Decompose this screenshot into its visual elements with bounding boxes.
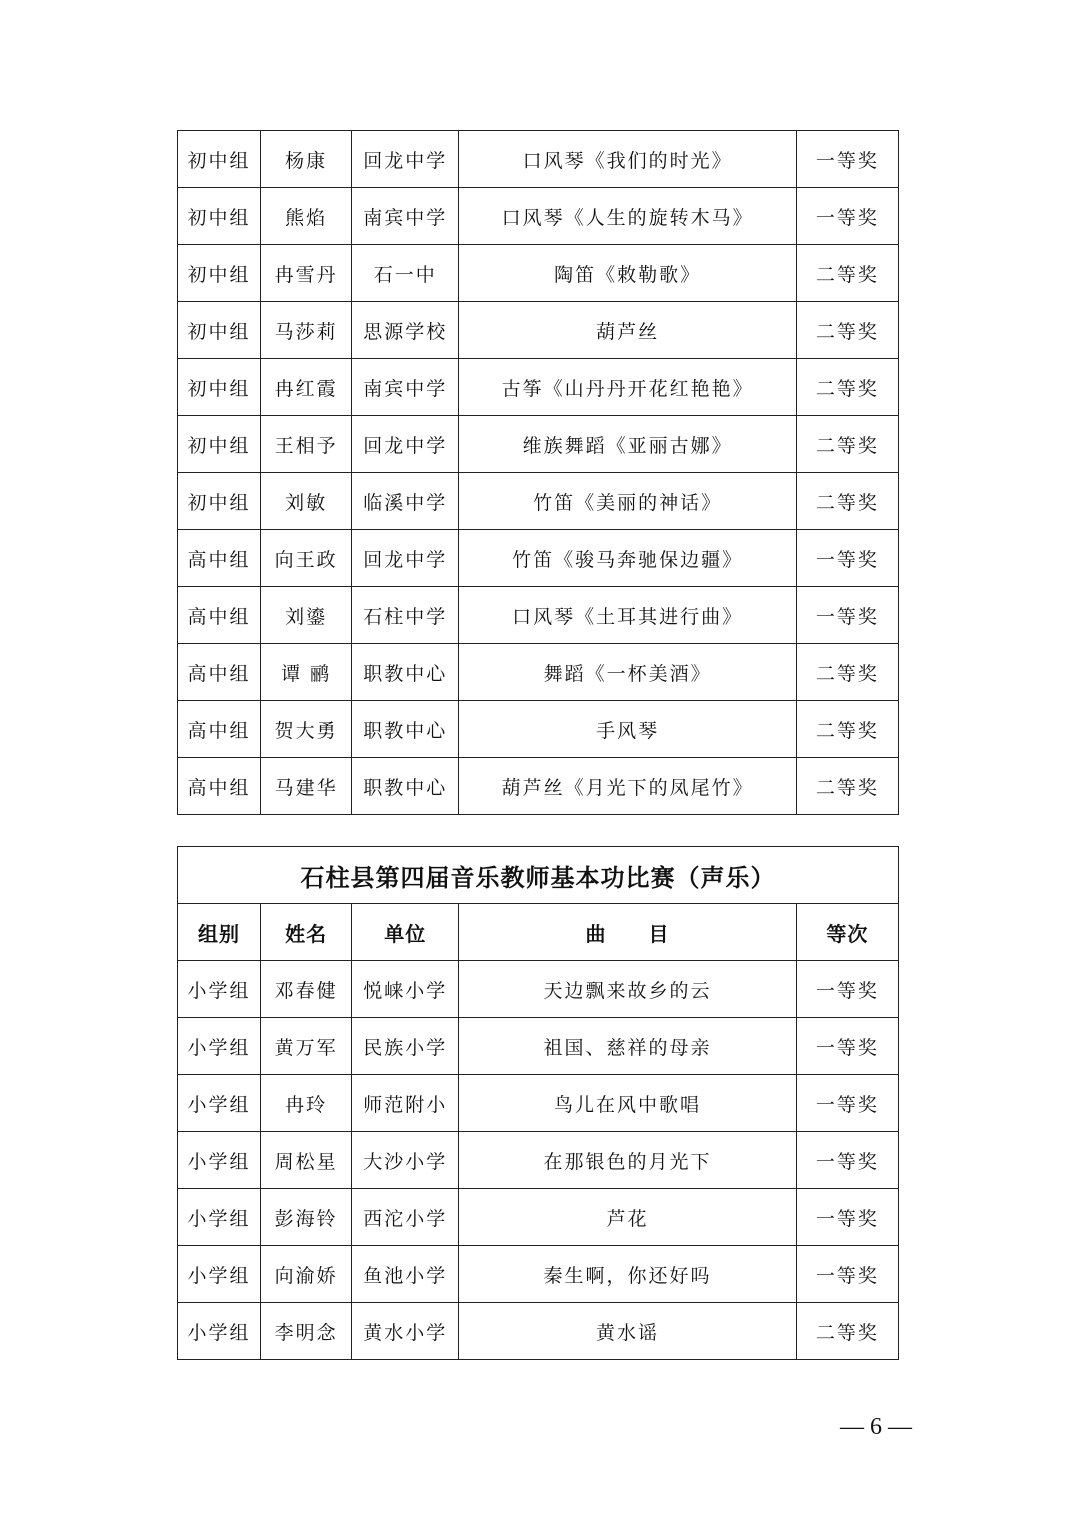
piece-cell: 芦花 (459, 1189, 796, 1246)
header-piece: 曲 目 (459, 904, 796, 961)
piece-cell: 舞蹈《一杯美酒》 (459, 644, 796, 701)
group-cell: 小学组 (178, 961, 261, 1018)
unit-cell: 大沙小学 (352, 1132, 459, 1189)
table-row (178, 1189, 899, 1246)
piece-cell: 葫芦丝《月光下的凤尾竹》 (459, 758, 796, 815)
award-cell: 一等奖 (796, 188, 898, 245)
header-award: 等次 (796, 904, 898, 961)
piece-cell: 口风琴《我们的时光》 (459, 131, 796, 188)
table-row (178, 758, 899, 815)
award-cell: 一等奖 (796, 530, 898, 587)
unit-cell: 职教中心 (352, 701, 459, 758)
name-cell: 向渝娇 (261, 1246, 352, 1303)
table-row (178, 1303, 899, 1360)
table-header-row (178, 904, 899, 961)
name-cell: 李明念 (261, 1303, 352, 1360)
award-cell: 一等奖 (796, 1018, 898, 1075)
name-cell: 马莎莉 (261, 302, 352, 359)
unit-cell: 鱼池小学 (352, 1246, 459, 1303)
unit-cell: 回龙中学 (352, 530, 459, 587)
award-cell: 一等奖 (796, 961, 898, 1018)
award-cell: 一等奖 (796, 1132, 898, 1189)
name-cell: 刘敏 (261, 473, 352, 530)
piece-cell: 祖国、慈祥的母亲 (459, 1018, 796, 1075)
piece-cell: 口风琴《人生的旋转木马》 (459, 188, 796, 245)
name-cell: 王相予 (261, 416, 352, 473)
header-group: 组别 (178, 904, 261, 961)
award-cell: 二等奖 (796, 701, 898, 758)
table-title: 石柱县第四届音乐教师基本功比赛（声乐） (178, 847, 899, 904)
table-row (178, 359, 899, 416)
piece-cell: 黄水谣 (459, 1303, 796, 1360)
award-cell: 一等奖 (796, 1075, 898, 1132)
unit-cell: 临溪中学 (352, 473, 459, 530)
group-cell: 小学组 (178, 1189, 261, 1246)
award-cell: 二等奖 (796, 758, 898, 815)
group-cell: 小学组 (178, 1075, 261, 1132)
table-row (178, 416, 899, 473)
piece-cell: 陶笛《敕勒歌》 (459, 245, 796, 302)
award-cell: 一等奖 (796, 1189, 898, 1246)
awards-table-vocal-body (178, 847, 899, 1360)
name-cell: 冉红霞 (261, 359, 352, 416)
piece-cell: 竹笛《美丽的神话》 (459, 473, 796, 530)
name-cell: 邓春健 (261, 961, 352, 1018)
name-cell: 彭海铃 (261, 1189, 352, 1246)
table-row (178, 961, 899, 1018)
group-cell: 高中组 (178, 701, 261, 758)
awards-table-instrumental (177, 130, 899, 815)
award-cell: 二等奖 (796, 245, 898, 302)
piece-cell: 口风琴《土耳其进行曲》 (459, 587, 796, 644)
name-cell: 冉雪丹 (261, 245, 352, 302)
award-cell: 一等奖 (796, 1246, 898, 1303)
group-cell: 高中组 (178, 587, 261, 644)
award-cell: 一等奖 (796, 131, 898, 188)
table-row (178, 302, 899, 359)
unit-cell: 民族小学 (352, 1018, 459, 1075)
group-cell: 小学组 (178, 1132, 261, 1189)
table-row (178, 1246, 899, 1303)
award-cell: 二等奖 (796, 473, 898, 530)
group-cell: 小学组 (178, 1246, 261, 1303)
unit-cell: 南宾中学 (352, 188, 459, 245)
unit-cell: 职教中心 (352, 758, 459, 815)
page-number: — 6 — (840, 1414, 912, 1440)
name-cell: 熊焰 (261, 188, 352, 245)
unit-cell: 西沱小学 (352, 1189, 459, 1246)
piece-cell: 古筝《山丹丹开花红艳艳》 (459, 359, 796, 416)
unit-cell: 黄水小学 (352, 1303, 459, 1360)
piece-cell: 维族舞蹈《亚丽古娜》 (459, 416, 796, 473)
table-row (178, 1075, 899, 1132)
group-cell: 高中组 (178, 530, 261, 587)
award-cell: 一等奖 (796, 587, 898, 644)
table-row (178, 530, 899, 587)
name-cell: 周松星 (261, 1132, 352, 1189)
name-cell: 向王政 (261, 530, 352, 587)
table-row (178, 131, 899, 188)
table-row (178, 188, 899, 245)
name-cell: 杨康 (261, 131, 352, 188)
table-title-row (178, 847, 899, 904)
table-row (178, 587, 899, 644)
group-cell: 初中组 (178, 188, 261, 245)
group-cell: 高中组 (178, 758, 261, 815)
unit-cell: 思源学校 (352, 302, 459, 359)
table-row (178, 473, 899, 530)
group-cell: 初中组 (178, 473, 261, 530)
piece-cell: 鸟儿在风中歌唱 (459, 1075, 796, 1132)
table-row (178, 1018, 899, 1075)
name-cell: 谭 鹂 (261, 644, 352, 701)
name-cell: 冉玲 (261, 1075, 352, 1132)
group-cell: 初中组 (178, 245, 261, 302)
table-row (178, 245, 899, 302)
header-unit: 单位 (352, 904, 459, 961)
unit-cell: 石柱中学 (352, 587, 459, 644)
unit-cell: 回龙中学 (352, 131, 459, 188)
unit-cell: 石一中 (352, 245, 459, 302)
unit-cell: 回龙中学 (352, 416, 459, 473)
table-row (178, 644, 899, 701)
group-cell: 初中组 (178, 302, 261, 359)
table-row (178, 701, 899, 758)
unit-cell: 南宾中学 (352, 359, 459, 416)
header-name: 姓名 (261, 904, 352, 961)
award-cell: 二等奖 (796, 1303, 898, 1360)
unit-cell: 悦崃小学 (352, 961, 459, 1018)
name-cell: 刘鎏 (261, 587, 352, 644)
award-cell: 二等奖 (796, 359, 898, 416)
award-cell: 二等奖 (796, 416, 898, 473)
group-cell: 初中组 (178, 416, 261, 473)
piece-cell: 天边飘来故乡的云 (459, 961, 796, 1018)
awards-table-vocal (177, 846, 899, 1360)
group-cell: 小学组 (178, 1303, 261, 1360)
piece-cell: 在那银色的月光下 (459, 1132, 796, 1189)
name-cell: 黄万军 (261, 1018, 352, 1075)
group-cell: 高中组 (178, 644, 261, 701)
unit-cell: 师范附小 (352, 1075, 459, 1132)
piece-cell: 手风琴 (459, 701, 796, 758)
group-cell: 初中组 (178, 131, 261, 188)
group-cell: 初中组 (178, 359, 261, 416)
group-cell: 小学组 (178, 1018, 261, 1075)
name-cell: 马建华 (261, 758, 352, 815)
piece-cell: 葫芦丝 (459, 302, 796, 359)
piece-cell: 秦生啊，你还好吗 (459, 1246, 796, 1303)
piece-cell: 竹笛《骏马奔驰保边疆》 (459, 530, 796, 587)
unit-cell: 职教中心 (352, 644, 459, 701)
awards-table-instrumental-body (178, 131, 899, 815)
name-cell: 贺大勇 (261, 701, 352, 758)
award-cell: 二等奖 (796, 302, 898, 359)
award-cell: 二等奖 (796, 644, 898, 701)
table-row (178, 1132, 899, 1189)
